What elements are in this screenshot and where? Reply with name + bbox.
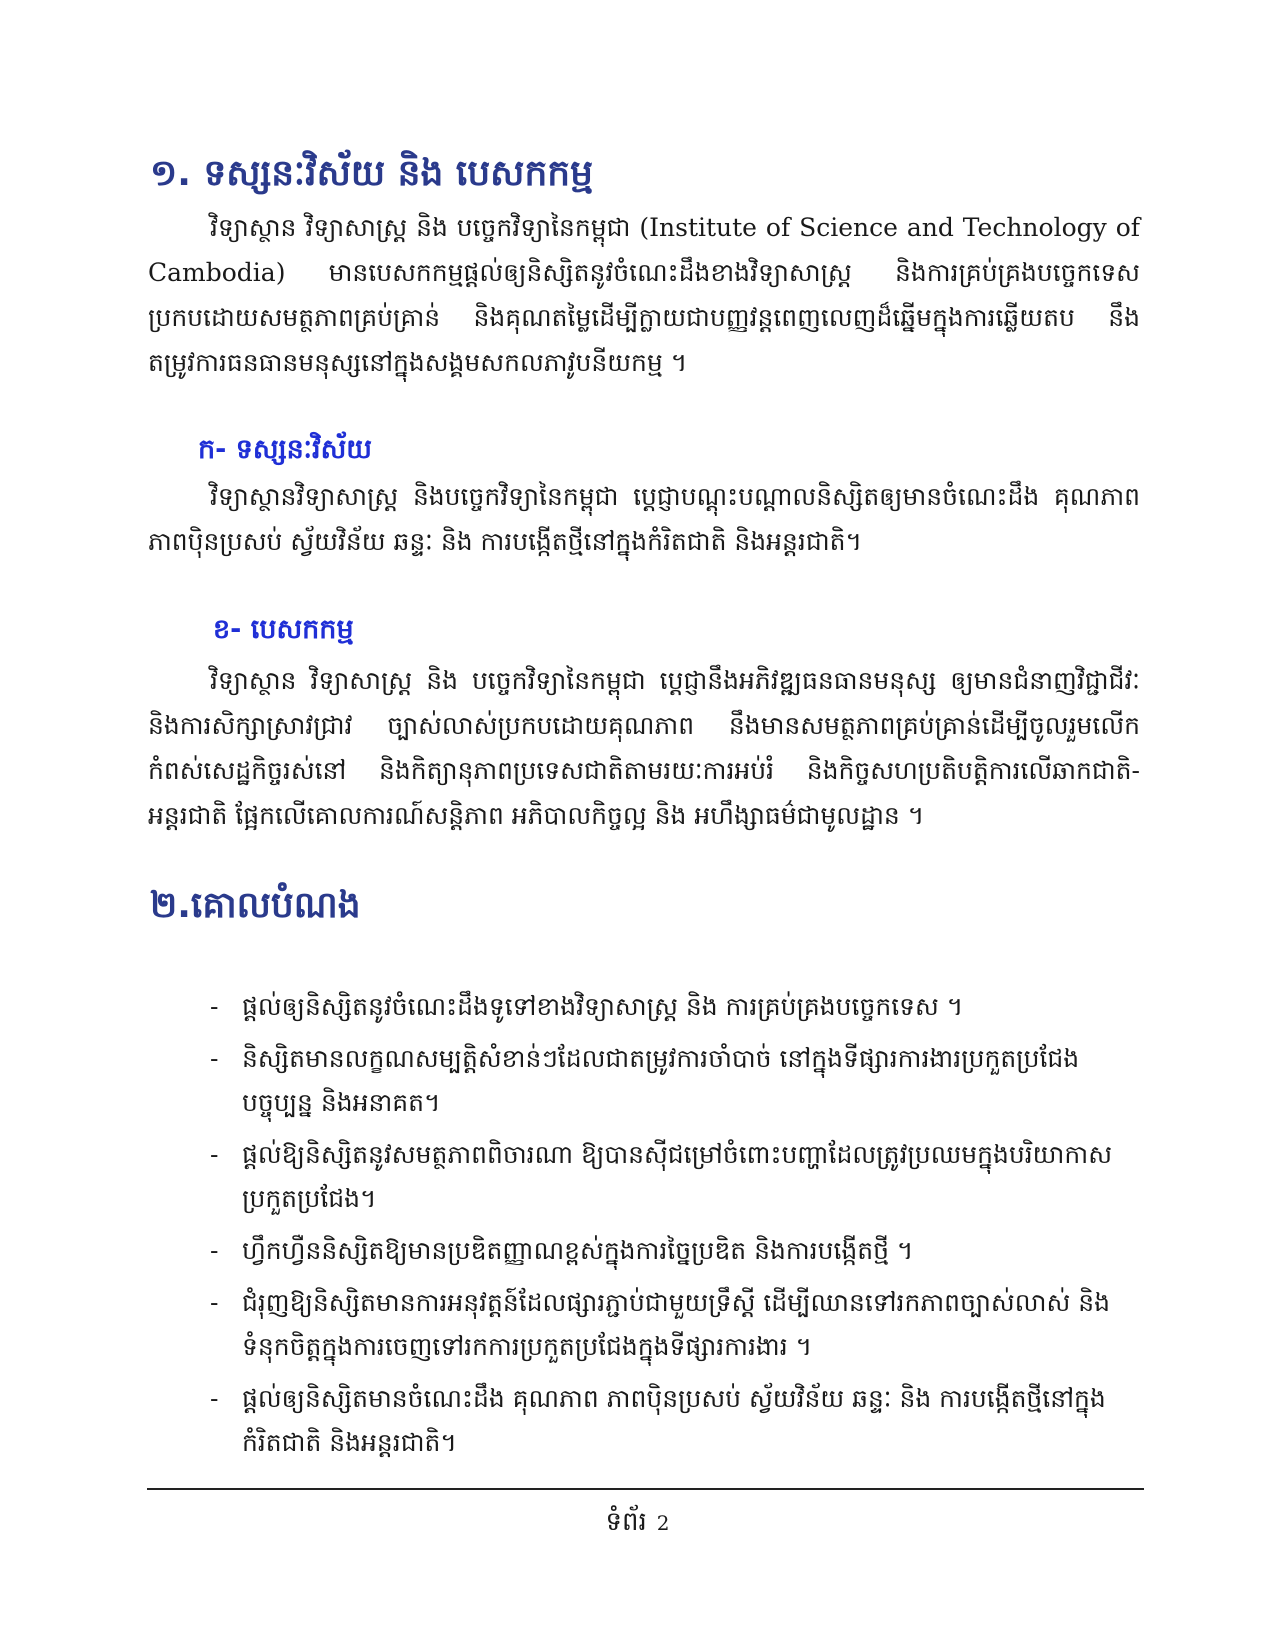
goal-item: [210, 1229, 1140, 1273]
bullet-dash: -: [210, 1288, 219, 1317]
goal-text: និស្សិតមានលក្ខណសម្បត្តិសំខាន់ៗដែលជាតម្រូវការចាំបាច់ នៅក្នុងទីផ្សារការងារប្រកួតប្រជែងបច្ចុប្បន្ន និងអនាគត។: [242, 1044, 1080, 1117]
footer-divider: [147, 1488, 1144, 1490]
goal-item: [210, 1037, 1140, 1125]
goal-text: ជំរុញឱ្យនិស្សិតមានការអនុវត្តន៍ដែលផ្សារភ្ជាប់ជាមួយទ្រឹស្តី ដើម្បីឈានទៅរកភាពច្បាស់លាស់ និងទំនុកចិត្តក្នុងការចេញទៅរកការប្រកួតប្រជែងក្នុងទីផ្សារការងារ ។: [242, 1288, 1110, 1361]
subheading-vision: ក- ទស្សនៈវិស័យ: [198, 434, 372, 465]
section-heading-vision-mission: ១. ទស្សនៈវិស័យ និង បេសកកម្ម: [150, 153, 594, 194]
page-label: ទំព័រ: [605, 1507, 647, 1537]
page-footer: [0, 1502, 1275, 1543]
vision-paragraph: វិទ្យាស្ថានវិទ្យាសាស្ត្រ និងបច្ចេកវិទ្យានៃកម្ពុជា ប្តេជ្ញាបណ្តុះបណ្តាលនិស្សិតឲ្យមានចំណេះដឹង គុណភាព ភាពប៉ិនប្រសប់ ស្វ័យវិន័យ ឆន្ទៈ និង ការបង្កើតថ្មីនៅក្នុងកំរិតជាតិ និងអន្តរជាតិ។: [148, 482, 1140, 556]
goal-text: ហ្វឹកហ្វឺននិស្សិតឱ្យមានប្រឌិតញ្ញាណខ្ពស់ក្នុងការច្នៃប្រឌិត និងការបង្កើតថ្មី ។: [242, 1236, 914, 1265]
page-number: 2: [656, 1511, 670, 1535]
bullet-dash: -: [210, 1236, 219, 1265]
goal-item: [210, 1377, 1140, 1465]
intro-paragraph: វិទ្យាស្ថាន វិទ្យាសាស្ត្រ និង បច្ចេកវិទ្យានៃកម្ពុជា (Institute of Science and Technology of Cambodia) មានបេសកកម្មផ្តល់ឲ្យនិស្សិតនូវចំណេះដឹងខាងវិទ្យាសាស្ត្រ និងការគ្រប់គ្រងបច្ចេកទេស ប្រកបដោយសមត្ថភាពគ្រប់គ្រាន់ និងគុណតម្លៃដើម្បីក្លាយជាបញ្ញវន្តពេញលេញដ៏ឆ្នើមក្នុងការឆ្លើយតប នឹងតម្រូវការធនធានមនុស្សនៅក្នុងសង្គមសកលភាវូបនីយកម្ម ។: [148, 213, 1140, 377]
goal-text: ផ្តល់ឲ្យនិស្សិតមានចំណេះដឹង គុណភាព ភាពប៉ិនប្រសប់ ស្វ័យវិន័យ ឆន្ទៈ និង ការបង្កើតថ្មីនៅក្នុងកំរិតជាតិ និងអន្តរជាតិ។: [242, 1384, 1106, 1457]
bullet-dash: -: [210, 1384, 219, 1413]
bullet-dash: -: [210, 1044, 219, 1073]
goal-text: ផ្តល់ឲ្យនិស្សិតនូវចំណេះដឹងទូទៅខាងវិទ្យាសាស្ត្រ និង ការគ្រប់គ្រងបច្ចេកទេស ។: [242, 992, 964, 1021]
subheading-mission: ខ- បេសកកម្ម: [213, 614, 354, 645]
bullet-dash: -: [210, 1140, 219, 1169]
bullet-dash: -: [210, 992, 219, 1021]
goals-list: [210, 985, 1140, 1473]
goal-item: [210, 1281, 1140, 1369]
goal-item: [210, 985, 1140, 1029]
goal-text: ផ្តល់ឱ្យនិស្សិតនូវសមត្ថភាពពិចារណា ឱ្យបានស៊ីជម្រៅចំពោះបញ្ហាដែលត្រូវប្រឈមក្នុងបរិយាកាសប្រកួតប្រជែង។: [242, 1140, 1113, 1213]
mission-paragraph: វិទ្យាស្ថាន វិទ្យាសាស្ត្រ និង បច្ចេកវិទ្យានៃកម្ពុជា ប្តេជ្ញានឹងអភិវឌ្ឍធនធានមនុស្ស ឲ្យមានជំនាញវិជ្ជាជីវៈ និងការសិក្សាស្រាវជ្រាវ ច្បាស់លាស់ប្រកបដោយគុណភាព នឹងមានសមត្ថភាពគ្រប់គ្រាន់ដើម្បីចូលរួមលើកកំពស់សេដ្ឋកិច្ចរស់នៅ និងកិត្យានុភាពប្រទេសជាតិតាមរយៈការអប់រំ និងកិច្ចសហប្រតិបត្តិការលើឆាកជាតិ-អន្តរជាតិ ផ្អែកលើគោលការណ៍សន្តិភាព អភិបាលកិច្ចល្អ និង អហឹង្សាធម៌ជាមូលដ្ឋាន ។: [148, 666, 1140, 830]
goal-item: [210, 1133, 1140, 1221]
section-heading-goals: ២.គោលបំណង: [150, 885, 361, 926]
